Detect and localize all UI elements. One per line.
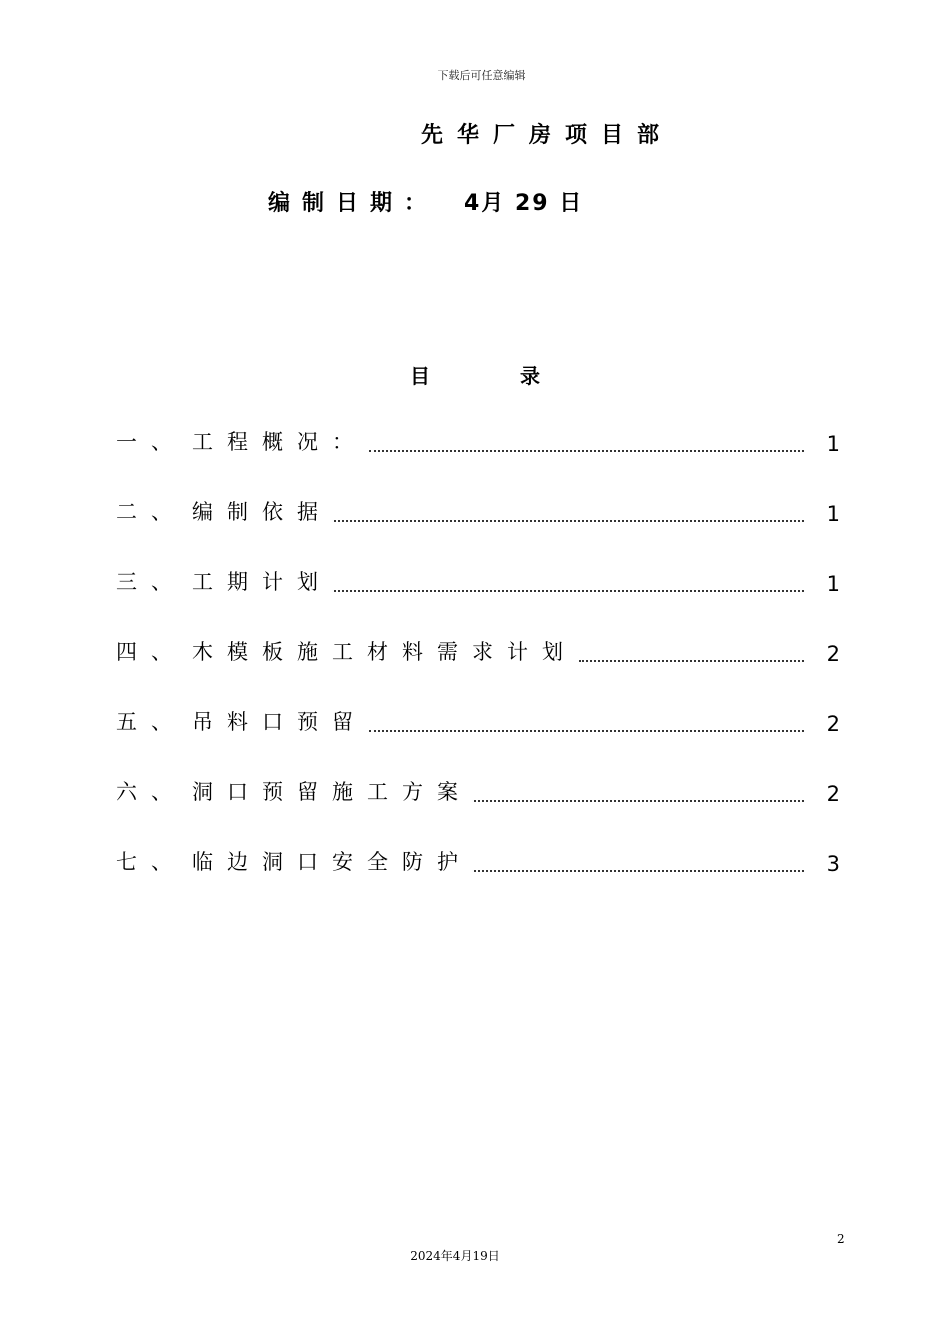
toc-entry-page: 1 xyxy=(826,502,840,526)
page-number: 2 xyxy=(837,1232,845,1246)
toc-entry-number: 六、 xyxy=(116,780,186,804)
toc-entry-1[interactable] xyxy=(116,420,840,456)
toc-entry-4[interactable] xyxy=(116,630,840,666)
toc-entry-text: 洞口预留施工方案 xyxy=(192,780,472,804)
toc-title-left: 目 xyxy=(410,364,430,388)
toc-entry-text: 工期计划 xyxy=(192,570,332,594)
toc-entry-text: 工程概况： xyxy=(192,430,367,454)
toc-entry-page: 2 xyxy=(826,782,840,806)
toc-entry-number: 四、 xyxy=(116,640,186,664)
header-note: 下载后可任意编辑 xyxy=(437,69,526,82)
toc-entry-page: 1 xyxy=(826,432,840,456)
toc-entry-2[interactable] xyxy=(116,490,840,526)
toc-entry-6[interactable] xyxy=(116,770,840,806)
toc-entry-number: 三、 xyxy=(116,570,186,594)
toc-entry-page: 2 xyxy=(826,642,840,666)
toc-leader-dots xyxy=(369,430,804,452)
toc-entry-number: 一、 xyxy=(116,430,186,454)
compile-date-value: 4月 29 日 xyxy=(464,191,584,216)
toc-leader-dots xyxy=(474,850,804,872)
toc-leader-dots xyxy=(474,780,804,802)
toc-entry-number: 二、 xyxy=(116,500,186,524)
toc-entry-page: 3 xyxy=(826,852,840,876)
toc-entry-number: 五、 xyxy=(116,710,186,734)
toc-leader-dots xyxy=(579,640,804,662)
toc-entry-page: 2 xyxy=(826,712,840,736)
toc-entry-text: 吊料口预留 xyxy=(192,710,367,734)
compile-date-label: 编制日期： xyxy=(268,191,439,216)
toc-leader-dots xyxy=(334,500,804,522)
toc-entry-text: 临边洞口安全防护 xyxy=(192,850,472,874)
toc-leader-dots xyxy=(369,710,804,732)
toc-entry-text: 木模板施工材料需求计划 xyxy=(192,640,577,664)
compile-date xyxy=(268,186,583,217)
toc-entry-7[interactable] xyxy=(116,840,840,876)
toc-entry-text: 编制依据 xyxy=(192,500,332,524)
toc-title xyxy=(0,360,950,389)
toc-entry-number: 七、 xyxy=(116,850,186,874)
toc-entry-3[interactable] xyxy=(116,560,840,596)
toc-title-right: 录 xyxy=(520,364,540,388)
toc-entry-5[interactable] xyxy=(116,700,840,736)
footer-date: 2024年4月19日 xyxy=(410,1249,500,1263)
toc-entry-page: 1 xyxy=(826,572,840,596)
org-title: 先华厂房项目部 xyxy=(421,123,674,148)
toc-leader-dots xyxy=(334,570,804,592)
